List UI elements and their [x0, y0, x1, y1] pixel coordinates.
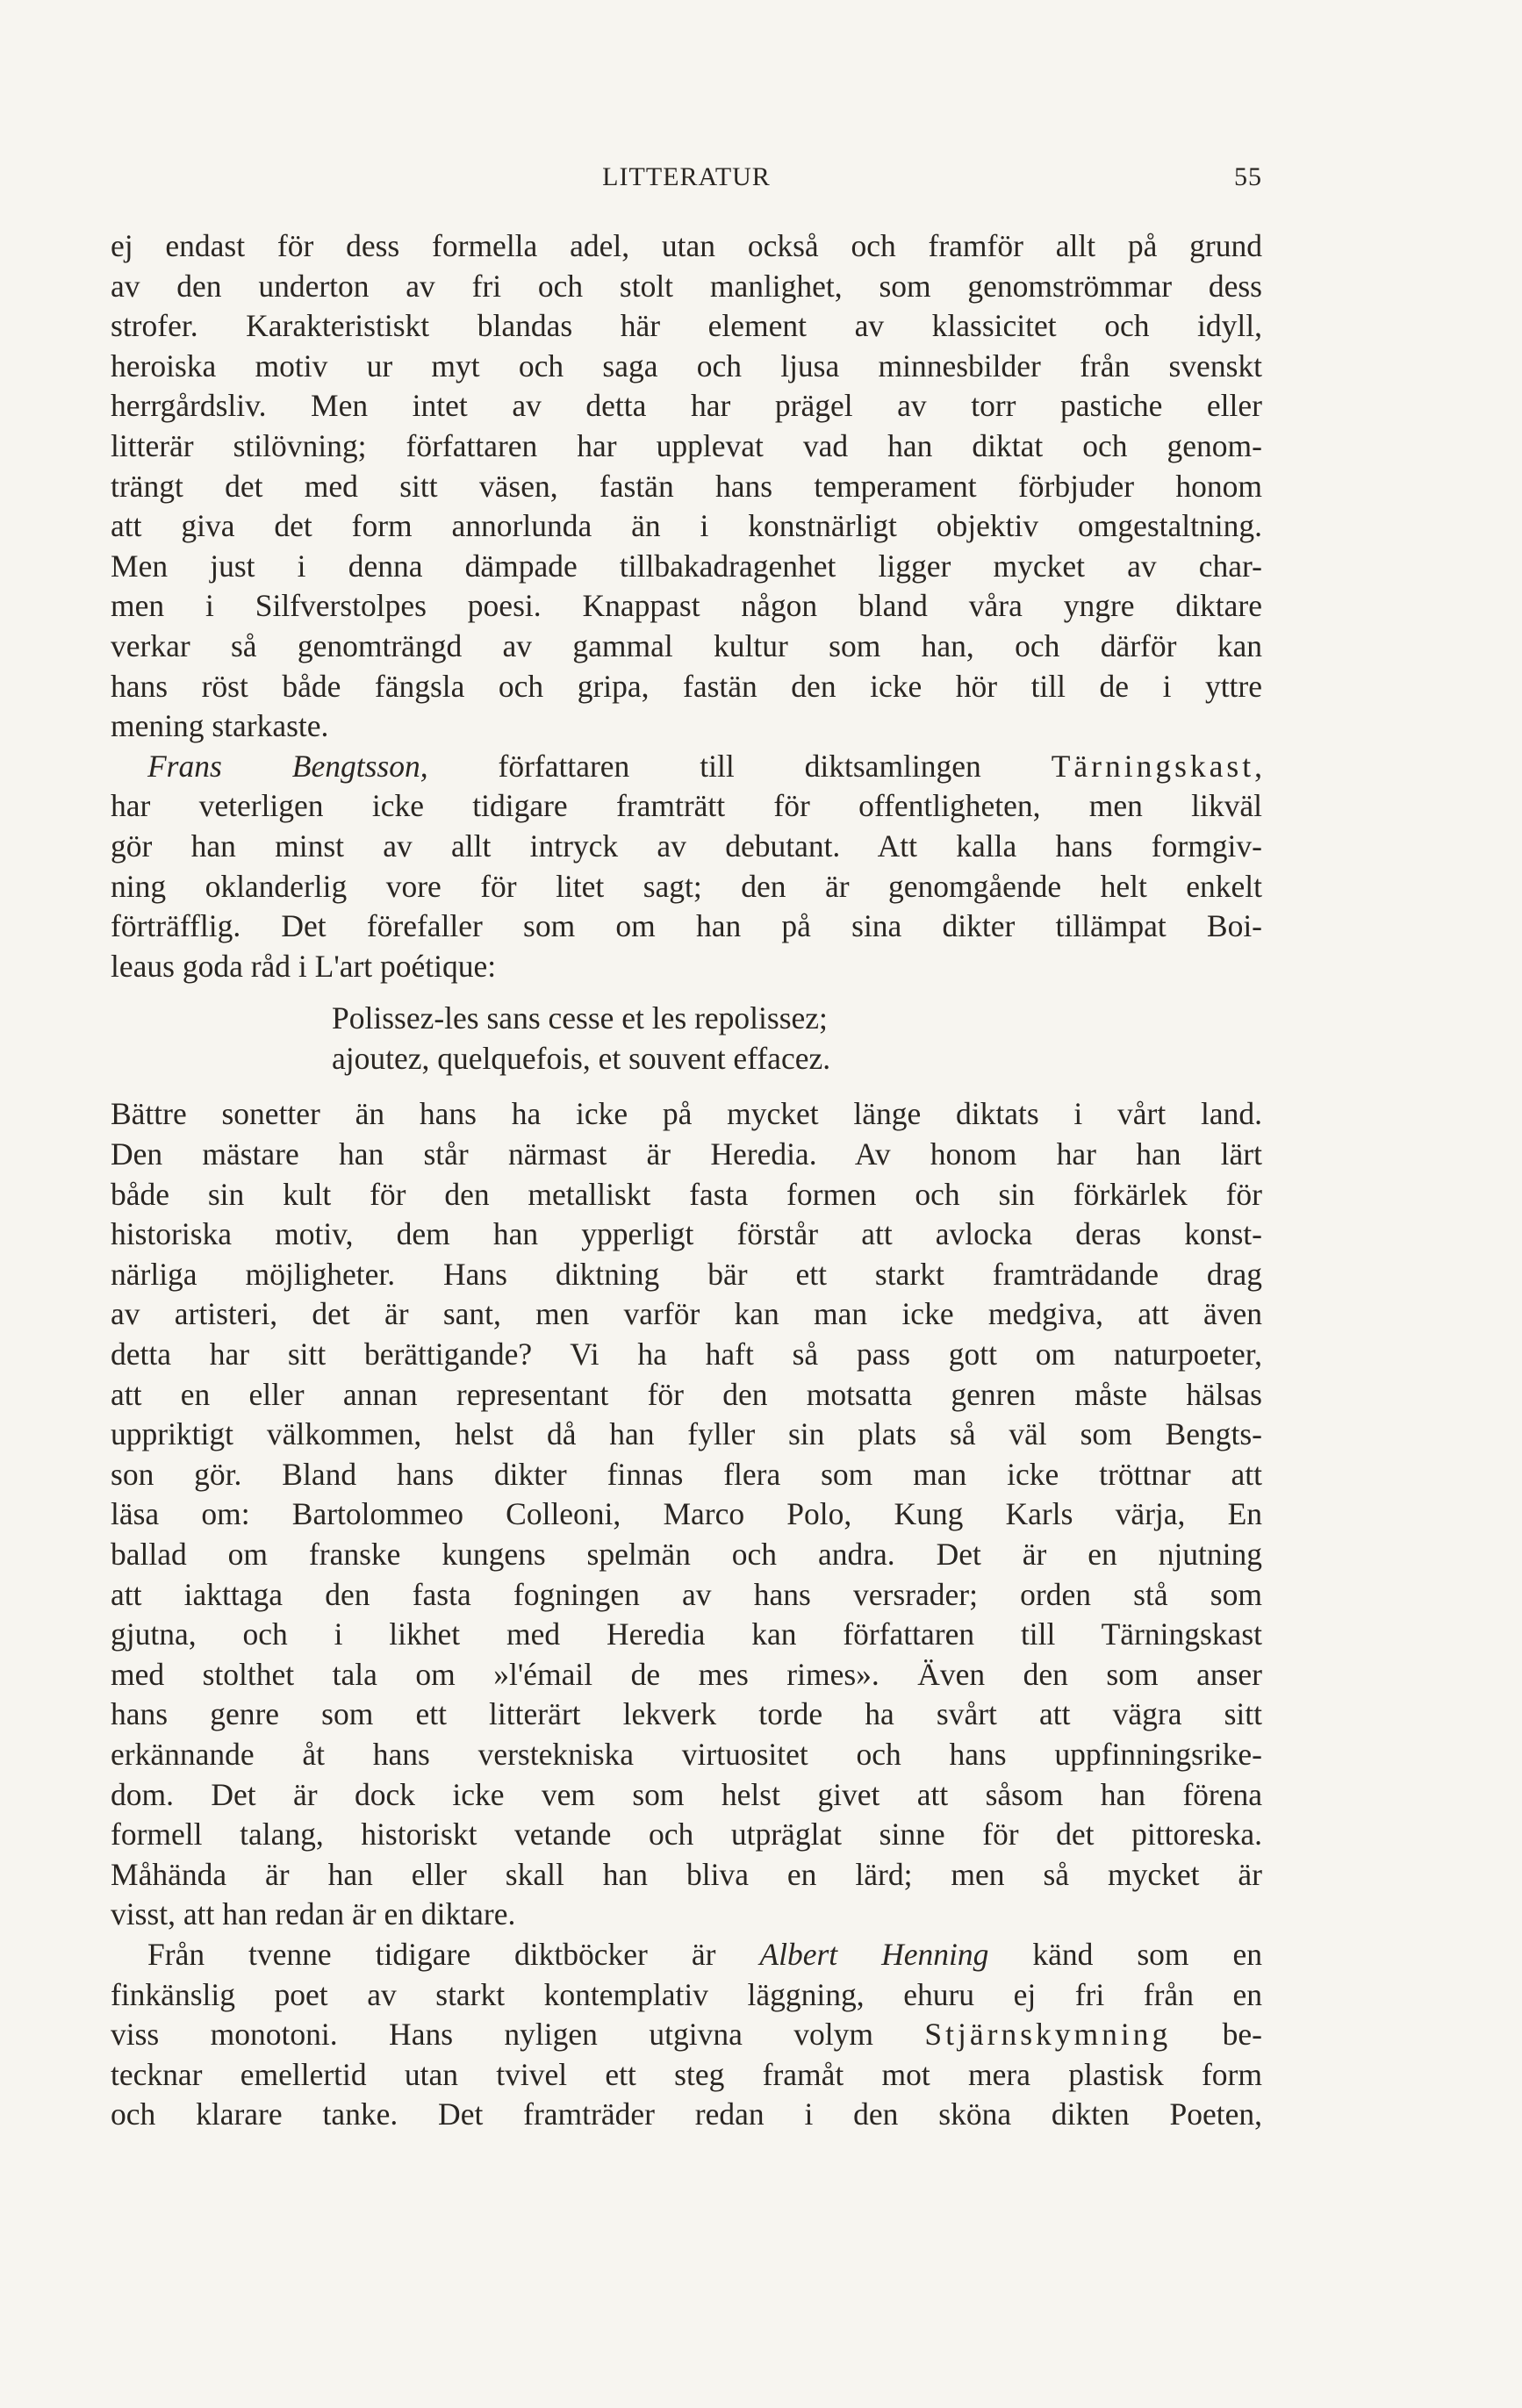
text-line: erkännande åt hans verstekniska virtuositet och hans uppfinningsrike-: [111, 1736, 1262, 1772]
text-line: [111, 2015, 1262, 2055]
running-head: [111, 162, 1262, 197]
text-line: uppriktigt välkommen, helst då han fyller sin plats så väl som Bengts-: [111, 1416, 1262, 1452]
text-line: dom. Det är dock icke vem som helst givet att såsom han förena: [111, 1776, 1262, 1812]
text-line: trängt det med sitt väsen, fastän hans temperament förbjuder honom: [111, 468, 1262, 504]
text-line: hans genre som ett litterärt lekverk torde ha svårt att vägra sitt: [111, 1696, 1262, 1732]
text-fragment: viss monotoni. Hans nyligen utgivna volym: [111, 2017, 925, 2053]
text-line: historiska motiv, dem han ypperligt förstår att avlocka deras konst-: [111, 1216, 1262, 1252]
text-line: Bättre sonetter än hans ha icke på mycket länge diktats i vårt land.: [111, 1096, 1262, 1132]
text-line: och klarare tanke. Det framträder redan i den sköna dikten Poeten,: [111, 2096, 1262, 2132]
text-line: av den underton av fri och stolt manlighet, som genomströmmar dess: [111, 268, 1262, 304]
text-line: av artisteri, det är sant, men varför kan man icke medgiva, att även: [111, 1296, 1262, 1332]
text-line: men i Silfverstolpes poesi. Knappast någon bland våra yngre diktare: [111, 588, 1262, 624]
verse-line: Polissez-les sans cesse et les repolissez;: [332, 1000, 828, 1036]
text-line: både sin kult för den metalliskt fasta formen och sin förkärlek för: [111, 1176, 1262, 1212]
spacer: [111, 1079, 1262, 1094]
text-line: att iakttaga den fasta fogningen av hans versrader; orden stå som: [111, 1576, 1262, 1612]
verse-line: ajoutez, quelquefois, et souvent effacez.: [332, 1040, 831, 1076]
text-fragment: känd som en: [988, 1936, 1262, 1972]
text-line: detta har sitt berättigande? Vi ha haft så pass gott om naturpoeter,: [111, 1337, 1262, 1372]
text-line: finkänslig poet av starkt kontemplativ läggning, ehuru ej fri från en: [111, 1976, 1262, 2012]
book-title: Tärningskast: [1051, 748, 1255, 784]
text-fragment: be-: [1171, 2017, 1262, 2053]
text-line: gjutna, och i likhet med Heredia kan författaren till Tärningskast: [111, 1616, 1262, 1652]
text-line: att en eller annan representant för den motsatta genren måste hälsas: [111, 1376, 1262, 1412]
text-line: visst, att han redan är en diktare.: [111, 1896, 516, 1932]
text-line: att giva det form annorlunda än i konstnärligt objektiv omgestaltning.: [111, 508, 1262, 544]
book-title: Stjärnskymning: [924, 2017, 1172, 2053]
text-line: mening starkaste.: [111, 708, 329, 744]
text-line: med stolthet tala om »l'émail de mes rimes». Även den som anser: [111, 1656, 1262, 1692]
author-name: Albert Henning: [759, 1936, 989, 1972]
text-line: Måhända är han eller skall han bliva en lärd; men så mycket är: [111, 1856, 1262, 1892]
text-line: son gör. Bland hans dikter finnas flera som man icke tröttnar att: [111, 1456, 1262, 1492]
text-line: ej endast för dess formella adel, utan också och framför allt på grund: [111, 228, 1262, 263]
text-line: hans röst både fängsla och gripa, fastän den icke hör till de i yttre: [111, 668, 1262, 704]
text-line: formell talang, historiskt vetande och utpräglat sinne för det pittoreska.: [111, 1817, 1262, 1853]
text-line: ning oklanderlig vore för litet sagt; den är genomgående helt enkelt: [111, 868, 1262, 904]
text-line: har veterligen icke tidigare framträtt för offentligheten, men likväl: [111, 788, 1262, 824]
text-line: närliga möjligheter. Hans diktning bär ett starkt framträdande drag: [111, 1256, 1262, 1292]
text-line: [111, 747, 1262, 787]
text-fragment: författaren till diktsamlingen: [427, 748, 1052, 784]
text-line: herrgårdsliv. Men intet av detta har prägel av torr pastiche eller: [111, 388, 1262, 424]
text-fragment: Från tvenne tidigare diktböcker är: [147, 1936, 760, 1972]
text-line: verkar så genomträngd av gammal kultur som han, och därför kan: [111, 627, 1262, 663]
text-line: leaus goda råd i L'art poétique:: [111, 948, 497, 984]
text-line: [111, 1935, 1262, 1975]
text-line: ballad om franske kungens spelmän och andra. Det är en njutning: [111, 1537, 1262, 1572]
text-line: läsa om: Bartolommeo Colleoni, Marco Polo, Kung Karls värja, En: [111, 1496, 1262, 1532]
text-line: strofer. Karakteristiskt blandas här element av klassicitet och idyll,: [111, 308, 1262, 344]
page-number: 55: [1234, 162, 1262, 191]
text-line: förträfflig. Det förefaller som om han på sina dikter tillämpat Boi-: [111, 908, 1262, 944]
author-name: Frans Bengtsson,: [147, 748, 428, 784]
text-fragment: ,: [1254, 748, 1262, 784]
body-text: [111, 226, 1262, 2135]
text-line: tecknar emellertid utan tvivel ett steg framåt mot mera plastisk form: [111, 2056, 1262, 2092]
spacer: [111, 986, 1262, 999]
text-line: heroiska motiv ur myt och saga och ljusa minnesbilder från svenskt: [111, 348, 1262, 383]
running-head-title: LITTERATUR: [602, 162, 771, 191]
text-line: Den mästare han står närmast är Heredia. Av honom har han lärt: [111, 1136, 1262, 1172]
text-line: gör han minst av allt intryck av debutant. Att kalla hans formgiv-: [111, 828, 1262, 864]
text-line: Men just i denna dämpade tillbakadragenhet ligger mycket av char-: [111, 548, 1262, 584]
text-line: litterär stilövning; författaren har upplevat vad han diktat och genom-: [111, 427, 1262, 463]
